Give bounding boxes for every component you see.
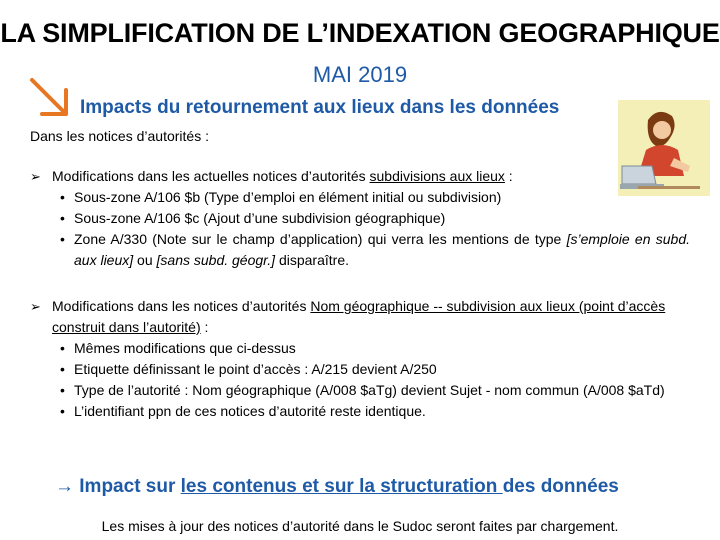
list-item: [30, 208, 690, 229]
lead-end: :: [504, 168, 513, 184]
item-text: disparaître.: [275, 252, 350, 268]
list-item: [30, 229, 690, 271]
item-text: L’identifiant ppn de ces notices d’autorité reste identique.: [74, 403, 426, 419]
item-text: Mêmes modifications que ci-dessus: [74, 340, 296, 356]
bullet-lead: [30, 166, 690, 187]
lead-underlined: Nom géographique -- subdivision aux lieux (point d’accès construit dans l’autorité): [52, 298, 666, 335]
item-text: Etiquette définissant le point d’accès : A/215 devient A/250: [74, 361, 437, 377]
bullet-dot-icon: •: [60, 340, 65, 356]
pointer-arrow-icon: ➢: [30, 169, 41, 184]
list-item: [30, 338, 690, 359]
item-text: (Note sur le champ d’application) qui verra les mentions de type: [147, 231, 567, 247]
lead-underlined: subdivisions aux lieux: [369, 168, 505, 184]
item-text: ou: [133, 252, 157, 268]
bullet-lead: [30, 296, 690, 338]
item-text: Sous-zone: [74, 189, 145, 205]
bullet-dot-icon: •: [60, 231, 65, 247]
page-subtitle: MAI 2019: [312, 62, 408, 87]
bullet-dot-icon: •: [60, 403, 65, 419]
notices-heading: Dans les notices d’autorités :: [30, 128, 209, 144]
item-italic: [sans subd. géogr.]: [156, 252, 276, 268]
lead-end: :: [200, 319, 209, 335]
bullet-dot-icon: •: [60, 189, 65, 205]
item-text: (Type d’emploi en élément initial ou subdivision): [200, 189, 502, 205]
section-heading: Impacts du retournement aux lieux dans les données: [80, 97, 560, 118]
impact-text: Impact sur: [79, 476, 181, 497]
impact-statement: [55, 476, 619, 498]
list-item: [30, 380, 690, 401]
pointer-arrow-icon: ➢: [30, 299, 41, 314]
impact-text-end: des données: [502, 476, 619, 497]
list-item: [30, 401, 690, 422]
list-item: [30, 187, 690, 208]
bullet-dot-icon: •: [60, 210, 65, 226]
item-code: A/106 $b: [144, 189, 201, 205]
item-code: A/330: [110, 231, 147, 247]
bullet-dot-icon: •: [60, 382, 65, 398]
modifications-block-geographic-names: [30, 296, 690, 422]
list-item: [30, 359, 690, 380]
footer-note: Les mises à jour des notices d’autorité dans le Sudoc seront faites par chargement.: [101, 518, 619, 534]
lead-text: Modifications dans les actuelles notices d’autorités: [52, 168, 370, 184]
impact-underlined: les contenus et sur la structuration: [180, 476, 503, 497]
right-arrow-icon: →: [55, 476, 74, 497]
item-text: (Ajout d’une subdivision géographique): [199, 210, 446, 226]
item-text: Type de l’autorité : Nom géographique (A/008 $aTg) devient Sujet - nom commun (A/008 $aTd): [74, 382, 665, 398]
item-text: Sous-zone: [74, 210, 145, 226]
page-title: LA SIMPLIFICATION DE L’INDEXATION GEOGRAPHIQUE: [0, 18, 720, 48]
down-right-arrow-icon: [28, 76, 72, 120]
item-code: A/106 $c: [144, 210, 200, 226]
bullet-dot-icon: •: [60, 361, 65, 377]
lead-text: Modifications dans les notices d’autorités: [52, 298, 311, 314]
item-italic: [s’emploie en subd. aux lieux]: [74, 231, 690, 268]
modifications-block-subdivisions: [30, 166, 690, 271]
item-text: Zone: [74, 231, 111, 247]
